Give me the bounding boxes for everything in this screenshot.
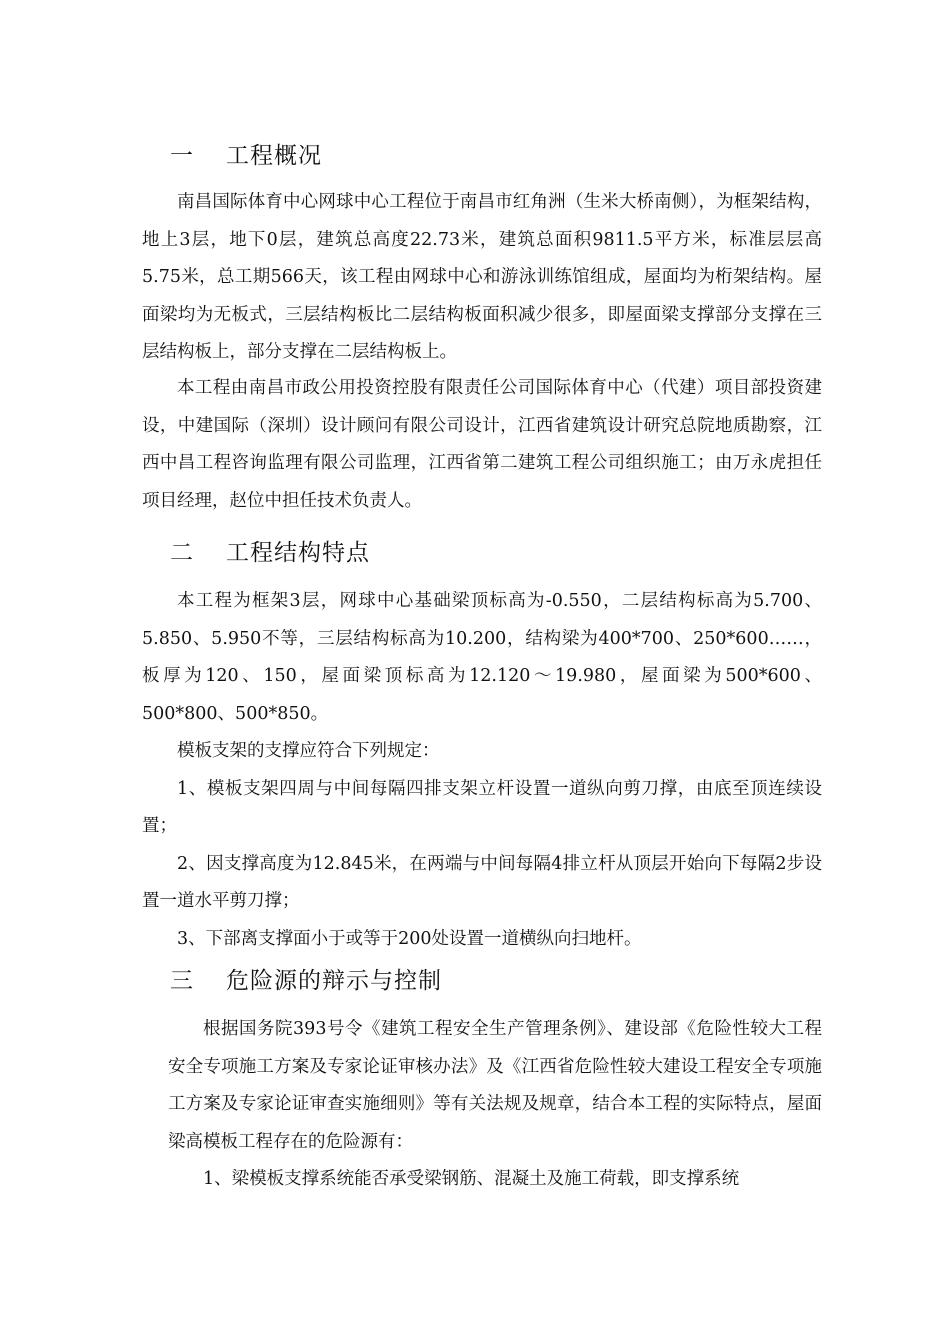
paragraph: 根据国务院393号令《建筑工程安全生产管理条例》、建设部《危险性较大工程安全专项施工方案及专家论证审核办法》及《江西省危险性较大建设工程安全专项施工方案及专家论证审查实施细则》等有关法规及规章，结合本工程的实际特点，屋面梁高模板工程存在的危险源有： [168, 1019, 822, 1152]
paragraph: 1、梁模板支撑系统能否承受梁钢筋、混凝土及施工荷载，即支撑系统 [203, 1169, 740, 1189]
section-number: 三 [170, 968, 194, 994]
section-title: 危险源的辩示与控制 [226, 968, 442, 994]
section-number: 一 [170, 143, 194, 169]
section-heading-2 [170, 534, 370, 567]
section-body-1-continued [142, 370, 822, 520]
paragraph: 2、因支撑高度为12.845米，在两端与中间每隔4排立杆从顶层开始向下每隔2步设置一道水平剪刀撑； [142, 853, 822, 911]
section-number: 二 [170, 540, 194, 566]
paragraph: 模板支架的支撑应符合下列规定： [177, 741, 440, 761]
section-body-2 [142, 583, 822, 958]
paragraph: 本工程为框架3层，网球中心基础梁顶标高为-0.550，二层结构标高为5.700、5.850、5.950不等，三层结构标高为10.200，结构梁为400*700、250*600……，板厚为120、150，屋面梁顶标高为12.120～19.980，屋面梁为500*600、500*800、500*850。 [142, 591, 822, 724]
paragraph: 1、模板支架四周与中间每隔四排支架立杆设置一道纵向剪刀撑，由底至顶连续设置； [142, 778, 822, 836]
paragraph: 南昌国际体育中心网球中心工程位于南昌市红角洲（生米大桥南侧），为框架结构，地上3层，地下0层，建筑总高度22.73米，建筑总面积9811.5平方米，标准层层高5.75米，总工期566天，该工程由网球中心和游泳训练馆组成，屋面均为桁架结构。屋面梁均为无板式，三层结构板比二层结构板面积减少很多，即屋面梁支撑部分支撑在三层结构板上，部分支撑在二层结构板上。 [142, 192, 822, 362]
section-body-3 [168, 1011, 822, 1199]
paragraph: 3、下部离支撑面小于或等于200处设置一道横纵向扫地杆。 [177, 928, 642, 949]
section-heading-3 [170, 962, 442, 995]
section-heading-1 [170, 137, 322, 170]
section-body-1 [142, 184, 822, 372]
section-title: 工程结构特点 [226, 540, 370, 566]
section-title: 工程概况 [226, 143, 322, 169]
paragraph: 本工程由南昌市政公用投资控股有限责任公司国际体育中心（代建）项目部投资建设，中建国际（深圳）设计顾问有限公司设计，江西省建筑设计研究总院地质勘察，江西中昌工程咨询监理有限公司监理，江西省第二建筑工程公司组织施工；由万永虎担任项目经理，赵位中担任技术负责人。 [142, 378, 822, 511]
